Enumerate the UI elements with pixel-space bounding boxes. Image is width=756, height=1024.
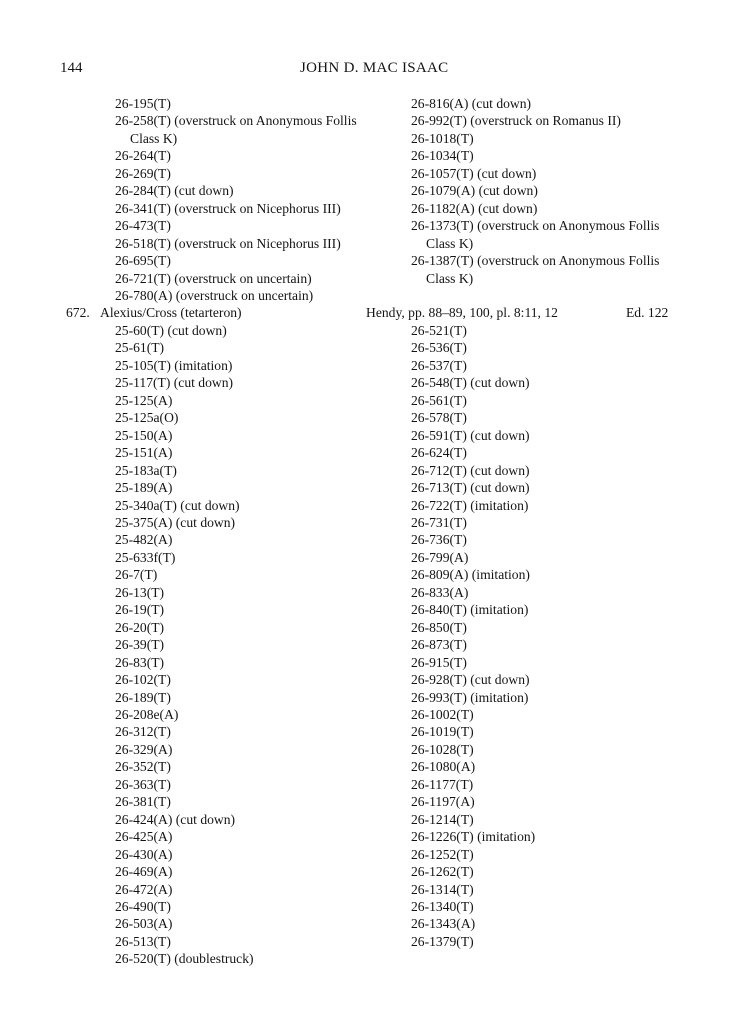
- coin-entry: 26-722(T) (imitation): [411, 497, 529, 513]
- coin-entry: 26-1079(A) (cut down): [411, 183, 538, 199]
- coin-entry: 26-578(T): [411, 410, 467, 426]
- coin-entry: 26-7(T): [115, 567, 158, 583]
- coin-entry: 26-1028(T): [411, 741, 474, 757]
- coin-entry: 26-992(T) (overstruck on Romanus II): [411, 113, 621, 129]
- coin-entry: 26-591(T) (cut down): [411, 427, 530, 443]
- coin-entry: 26-20(T): [115, 619, 165, 635]
- coin-entry: 26-521(T): [411, 323, 467, 338]
- coin-entry: 26-1182(A) (cut down): [411, 200, 538, 216]
- entry-reference: Hendy, pp. 88–89, 100, pl. 8:11, 12: [366, 305, 558, 320]
- coin-entry: 25-482(A): [115, 532, 173, 548]
- coin-entry: 26-873(T): [411, 637, 467, 653]
- coin-entry: 26-1343(A): [411, 916, 476, 932]
- coin-entry: 26-503(A): [115, 916, 173, 932]
- coin-entry: 26-1177(T): [411, 776, 474, 792]
- coin-entry: 26-39(T): [115, 637, 165, 653]
- coin-entry: 25-105(T) (imitation): [115, 357, 233, 373]
- coin-entry: 26-490(T): [115, 898, 171, 914]
- coin-entry: 26-472(A): [115, 881, 173, 897]
- coin-entry: 26-713(T) (cut down): [411, 480, 530, 496]
- coin-entry: 26-1379(T): [411, 933, 474, 949]
- page-number: 144: [60, 60, 83, 76]
- coin-entry: 26-1019(T): [411, 724, 474, 740]
- coin-entry-continuation: Class K): [426, 235, 474, 251]
- coin-entry: 26-561(T): [411, 392, 467, 408]
- coin-entry: 25-60(T) (cut down): [115, 323, 227, 338]
- coin-entry: 26-430(A): [115, 846, 173, 862]
- coin-entry: 26-736(T): [411, 532, 467, 548]
- coin-entry: 26-341(T) (overstruck on Nicephorus III): [115, 200, 341, 216]
- coin-entry: 26-833(A): [411, 584, 469, 600]
- coin-entry: 25-633f(T): [115, 549, 176, 565]
- coin-entry: 26-195(T): [115, 96, 171, 111]
- coin-entry: 26-1387(T) (overstruck on Anonymous Follis: [411, 253, 660, 269]
- coin-entry: 26-83(T): [115, 654, 165, 670]
- coin-entry: 26-1314(T): [411, 881, 474, 897]
- coin-entry: 25-125(A): [115, 392, 173, 408]
- coin-entry: 26-520(T) (doublestruck): [115, 951, 254, 967]
- coin-entry: 26-816(A) (cut down): [411, 96, 532, 111]
- coin-entry: 26-1214(T): [411, 811, 474, 827]
- coin-entry: 26-363(T): [115, 776, 171, 792]
- entry-number: 672.: [66, 305, 90, 320]
- coin-entry: 25-189(A): [115, 480, 173, 496]
- coin-entry: 26-329(A): [115, 741, 173, 757]
- coin-entry: 25-340a(T) (cut down): [115, 497, 240, 513]
- coin-entry: 26-993(T) (imitation): [411, 689, 529, 705]
- coin-entry: 26-1340(T): [411, 898, 474, 914]
- coin-entry: 26-381(T): [115, 794, 171, 810]
- coin-entry: 25-183a(T): [115, 462, 177, 478]
- coin-entry: 26-469(A): [115, 864, 173, 880]
- coin-entry: 26-513(T): [115, 933, 171, 949]
- top-left-column: [115, 95, 357, 304]
- coin-entry: 26-1373(T) (overstruck on Anonymous Follis: [411, 218, 660, 234]
- coin-entry: 25-150(A): [115, 427, 173, 443]
- coin-entry: 26-425(A): [115, 829, 173, 845]
- coin-entry: 26-1262(T): [411, 864, 474, 880]
- coin-entry: 26-721(T) (overstruck on uncertain): [115, 270, 312, 286]
- coin-entry: 26-624(T): [411, 445, 467, 461]
- coin-entry: 26-548(T) (cut down): [411, 375, 530, 391]
- entry-right-column: [411, 322, 535, 950]
- coin-entry: 26-780(A) (overstruck on uncertain): [115, 287, 314, 303]
- coin-entry: 26-258(T) (overstruck on Anonymous Follis: [115, 113, 357, 129]
- entry-left-column: [115, 322, 254, 968]
- coin-entry: 26-264(T): [115, 148, 171, 164]
- coin-entry: 26-799(A): [411, 549, 469, 565]
- top-right-column: [411, 95, 659, 287]
- coin-entry: 26-1252(T): [411, 846, 474, 862]
- coin-entry: 25-61(T): [115, 340, 165, 356]
- coin-entry: 26-1034(T): [411, 148, 474, 164]
- coin-entry-continuation: Class K): [426, 270, 474, 286]
- coin-entry: 26-424(A) (cut down): [115, 811, 236, 827]
- coin-entry: 26-1018(T): [411, 130, 474, 146]
- coin-entry: 26-536(T): [411, 340, 467, 356]
- coin-entry: 26-518(T) (overstruck on Nicephorus III): [115, 235, 341, 251]
- entry-title: Alexius/Cross (tetarteron): [100, 305, 242, 320]
- coin-entry: 26-850(T): [411, 619, 467, 635]
- coin-entry: 26-269(T): [115, 165, 171, 181]
- coin-entry: 26-1197(A): [411, 794, 475, 810]
- coin-entry: 26-537(T): [411, 357, 467, 373]
- coin-entry: 25-125a(O): [115, 410, 179, 426]
- coin-entry: 26-731(T): [411, 514, 467, 530]
- coin-entry: 26-809(A) (imitation): [411, 567, 530, 583]
- coin-entry: 26-473(T): [115, 218, 171, 234]
- running-head: JOHN D. MAC ISAAC: [300, 60, 449, 76]
- coin-entry: 26-1002(T): [411, 706, 474, 722]
- coin-entry: 25-151(A): [115, 445, 173, 461]
- coin-entry: 26-928(T) (cut down): [411, 672, 530, 688]
- coin-entry: 26-284(T) (cut down): [115, 183, 234, 199]
- coin-entry: 26-352(T): [115, 759, 171, 775]
- coin-entry: 26-1057(T) (cut down): [411, 165, 537, 181]
- coin-entry: 26-312(T): [115, 724, 171, 740]
- coin-entry: 26-208e(A): [115, 706, 179, 722]
- coin-entry: 26-1080(A): [411, 759, 476, 775]
- coin-entry: 26-189(T): [115, 689, 171, 705]
- coin-entry: 26-13(T): [115, 584, 165, 600]
- coin-entry: 26-695(T): [115, 253, 171, 269]
- coin-entry: 26-102(T): [115, 672, 171, 688]
- entry-edition: Ed. 122: [626, 305, 669, 320]
- coin-entry: 25-375(A) (cut down): [115, 514, 236, 530]
- coin-entry: 25-117(T) (cut down): [115, 375, 234, 391]
- coin-entry: 26-19(T): [115, 602, 165, 618]
- coin-entry: 26-915(T): [411, 654, 467, 670]
- coin-entry: 26-712(T) (cut down): [411, 462, 530, 478]
- coin-entry: 26-840(T) (imitation): [411, 602, 529, 618]
- coin-entry-continuation: Class K): [130, 130, 178, 146]
- coin-entry: 26-1226(T) (imitation): [411, 829, 536, 845]
